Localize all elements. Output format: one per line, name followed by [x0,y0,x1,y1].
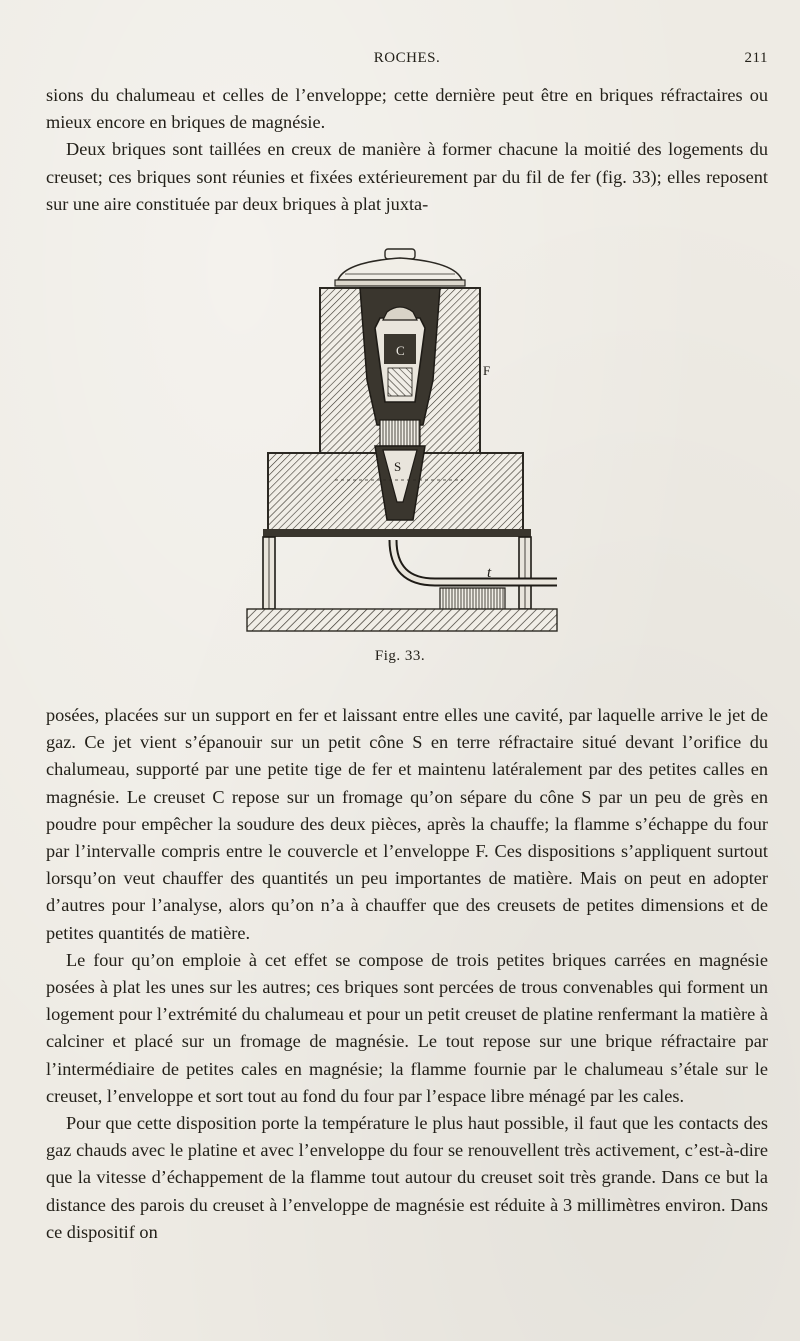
running-head [46,50,768,72]
paragraph: sions du chalumeau et celles de l’enveloppe; cette dernière peut être en briques réfractaires ou mieux encore en briques de magnésie. [46,85,768,133]
furnace-figure [235,240,575,640]
label-f: F [483,363,491,378]
paragraph: posées, placées sur un support en fer et laissant entre elles une cavité, par laquelle arrive le jet de gaz. Ce jet vient s’épanouir sur un petit cône S en terre réfractaire situé devant l’orifice du chalumeau, supporté par une petite tige de fer et maintenu latéralement par des petites calles en magnésie. Le creuset C repose sur un fromage qu’on sépare du cône S par un peu de grès en poudre pour empêcher la soudure des deux pièces, après la chauffe; la flamme s’échappe du four par l’intervalle compris entre le couvercle et l’enveloppe F. Ces dispositions s’appliquent surtout lorsqu’on veut chauffer des quantités un peu importantes de matière. Mais on peut en adopter d’autres pour l’analyse, alors qu’on n’a à chauffer que des creusets de petites dimensions et de petites quantités de matière. [46,705,768,943]
floor [247,609,557,631]
running-title: ROCHES. [373,50,441,66]
fromage-support [380,420,420,446]
text-block-bottom [46,702,768,1246]
lower-brick-block [268,446,523,530]
text-block-top [46,82,768,218]
gas-tube [393,540,557,610]
page-number: 211 [744,50,768,66]
label-s: S [394,459,402,474]
paragraph: Pour que cette disposition porte la température le plus haut possible, il faut que les contacts des gaz chauds avec le platine et avec l’enveloppe du four se renouvellent très activement, c’est-à-dire que la vitesse d’échappement de la flamme tout autour du creuset soit très grande. Dans ce but la distance des parois du creuset à l’enveloppe de magnésie est réduite à 3 millimètres environ. Dans ce dispositif on [46,1113,768,1242]
furnace-drawing [235,240,575,640]
figure-caption: Fig. 33. [374,648,426,664]
label-c: C [396,343,405,358]
paragraph: Le four qu’on emploie à cet effet se compose de trois petites briques carrées en magnésie posées à plat les unes sur les autres; ces briques sont percées de trous convenables qui forment un logement pour l’extrémité du chalumeau et pour un petit creuset de platine renfermant la matière à calciner et placé sur un fromage de magnésie. Le tout repose sur une brique réfractaire par l’intermédiaire de petites cales en magnésie; la flamme fournie par le chalumeau s’étale sur le creuset, l’enveloppe et sort tout au fond du four par l’espace libre ménagé par les cales. [46,949,768,1106]
label-t: t [487,565,492,581]
crucible-c [375,307,425,402]
paragraph: Deux briques sont taillées en creux de manière à former chacune la moitié des logements du creuset; ces briques sont réunies et fixées extérieurement par du fil de fer (fig. 33); elles reposent sur une aire constituée par deux briques à plat juxta- [46,139,768,214]
crucible-lid [335,249,465,286]
